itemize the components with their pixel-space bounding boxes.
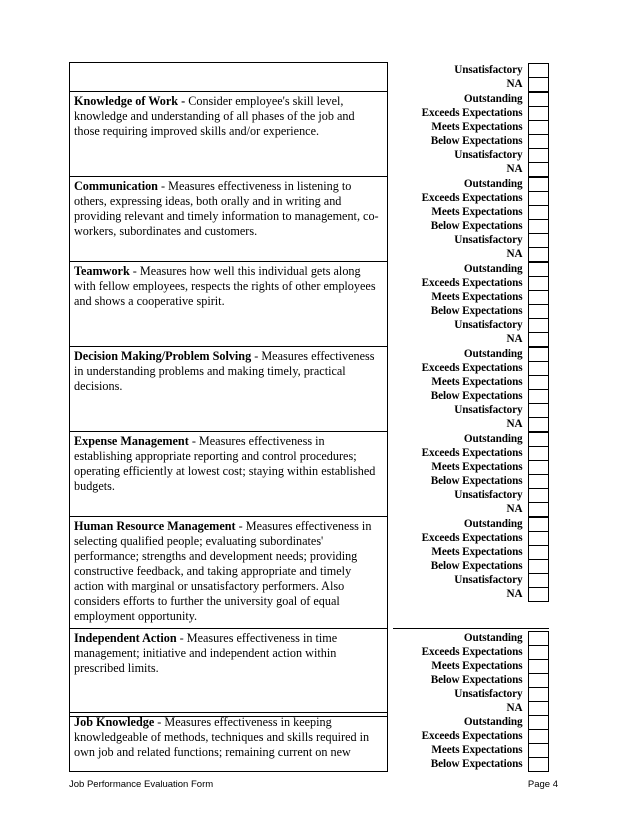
rating-list — [393, 92, 549, 177]
footer-page-number: Page 4 — [527, 779, 558, 790]
rating-checkbox[interactable] — [528, 177, 548, 191]
rating-checkbox[interactable] — [528, 191, 548, 205]
rating-checkbox[interactable] — [528, 63, 548, 77]
rating-checkbox[interactable] — [528, 233, 548, 247]
rating-list — [393, 347, 549, 432]
rating-checkbox[interactable] — [528, 361, 548, 375]
rating-label: Exceeds Expectations — [421, 106, 523, 119]
rating-checkbox[interactable] — [528, 219, 548, 233]
rating-checkbox[interactable] — [528, 276, 548, 290]
rating-label: NA — [506, 587, 523, 600]
rating-label: Unsatisfactory — [454, 573, 523, 586]
rating-checkbox[interactable] — [528, 403, 548, 417]
rating-checkbox[interactable] — [528, 332, 548, 346]
evaluation-table-continued — [69, 712, 549, 772]
section-knowledge-of-work — [70, 92, 549, 177]
section-expense-management — [70, 432, 549, 517]
rating-label: NA — [506, 417, 523, 430]
rating-label: Meets Expectations — [431, 290, 523, 303]
rating-label: Exceeds Expectations — [421, 361, 523, 374]
section-description — [70, 517, 388, 629]
rating-label: NA — [506, 247, 523, 260]
section-title: Decision Making/Problem Solving — [74, 349, 252, 363]
rating-checkbox[interactable] — [528, 674, 548, 688]
rating-list — [393, 715, 549, 772]
rating-checkbox[interactable] — [528, 474, 548, 488]
rating-label: Outstanding — [463, 92, 523, 105]
rating-checkbox[interactable] — [528, 517, 548, 531]
section-text: - Measures effectiveness in time management; initiative and independent action within prescribed limits. — [74, 631, 338, 675]
rating-label: Unsatisfactory — [454, 488, 523, 501]
rating-checkbox[interactable] — [528, 660, 548, 674]
rating-checkbox[interactable] — [528, 432, 548, 446]
rating-checkbox[interactable] — [528, 446, 548, 460]
rating-checkbox[interactable] — [528, 632, 548, 646]
rating-checkbox[interactable] — [528, 134, 548, 148]
section-description — [70, 629, 388, 717]
rating-label: Meets Expectations — [431, 205, 523, 218]
section-title: Teamwork — [74, 264, 130, 278]
rating-checkbox[interactable] — [528, 375, 548, 389]
section-description — [70, 177, 388, 262]
rating-checkbox[interactable] — [528, 417, 548, 431]
rating-label: Meets Expectations — [431, 660, 523, 672]
rating-label: Meets Expectations — [431, 120, 523, 133]
section-text: - Measures effectiveness in keeping knowledgeable of methods, techniques and skills required in own job and related functions; remaining current on new — [74, 715, 370, 759]
section-communication — [70, 177, 549, 262]
rating-label: NA — [506, 162, 523, 175]
rating-checkbox[interactable] — [528, 729, 548, 743]
footer-form-title: Job Performance Evaluation Form — [69, 779, 214, 790]
rating-checkbox[interactable] — [528, 318, 548, 332]
section-text: Consider employee's skill level, knowledge and understanding of all phases of the job and those requiring improved skills and/or experience. — [74, 94, 355, 138]
rating-checkbox[interactable] — [528, 743, 548, 757]
rating-checkbox[interactable] — [528, 77, 548, 91]
rating-label: Unsatisfactory — [454, 148, 523, 161]
section-human-resource-management — [70, 517, 549, 629]
rating-label: Unsatisfactory — [454, 233, 523, 246]
section-text: - Measures effectiveness in selecting qualified people; evaluating subordinates' performance; strengths and development needs; providing constructive feedback, and taking appropriate and timely action with marginal or unsatisfactory performers. Also considers efforts to further the university goal of equal employment opportunity. — [74, 519, 372, 623]
rating-label: Unsatisfactory — [454, 688, 523, 700]
rating-list — [393, 63, 549, 92]
rating-checkbox[interactable] — [528, 205, 548, 219]
section-title: Communication — [74, 179, 158, 193]
rating-label: Exceeds Expectations — [421, 191, 523, 204]
rating-label: Below Expectations — [430, 674, 523, 686]
rating-label: Exceeds Expectations — [421, 646, 523, 658]
rating-label: Outstanding — [463, 177, 523, 190]
rating-checkbox[interactable] — [528, 715, 548, 729]
rating-label: NA — [506, 77, 523, 90]
rating-label: Meets Expectations — [431, 545, 523, 558]
rating-checkbox[interactable] — [528, 247, 548, 261]
section-decision-making — [70, 347, 549, 432]
rating-checkbox[interactable] — [528, 646, 548, 660]
rating-label: Below Expectations — [430, 389, 523, 402]
rating-checkbox[interactable] — [528, 347, 548, 361]
rating-label: Exceeds Expectations — [421, 276, 523, 289]
section-independent-action — [70, 629, 549, 717]
rating-checkbox[interactable] — [528, 688, 548, 702]
rating-checkbox[interactable] — [528, 757, 548, 771]
rating-label: Unsatisfactory — [454, 403, 523, 416]
section-text: - Measures effectiveness in establishing appropriate reporting and control procedures; operating efficiently at lowest cost; staying within established budgets. — [74, 434, 376, 493]
rating-list — [393, 262, 549, 347]
rating-checkbox[interactable] — [528, 531, 548, 545]
rating-label: Below Expectations — [430, 757, 523, 770]
section-text: - Measures effectiveness in understanding problems and making timely, practical decisions. — [74, 349, 375, 393]
rating-label: NA — [506, 332, 523, 345]
rating-list — [393, 432, 549, 517]
rating-checkbox[interactable] — [528, 545, 548, 559]
rating-checkbox[interactable] — [528, 290, 548, 304]
rating-checkbox[interactable] — [528, 120, 548, 134]
rating-label: Meets Expectations — [431, 743, 523, 756]
rating-label: Outstanding — [463, 262, 523, 275]
rating-checkbox[interactable] — [528, 502, 548, 516]
section-description — [70, 432, 388, 517]
rating-list — [393, 517, 549, 602]
section-teamwork — [70, 262, 549, 347]
evaluation-table — [69, 62, 549, 717]
rating-list — [393, 177, 549, 262]
section-title: Expense Management — [74, 434, 189, 448]
rating-label: Outstanding — [463, 715, 523, 728]
section-text: - Measures how well this individual gets along with fellow employees, respects the rights of other employees and shows a cooperative spirit. — [74, 264, 376, 308]
section-title: Human Resource Management — [74, 519, 236, 533]
section-title: Knowledge of Work - — [74, 94, 189, 108]
rating-label: Below Expectations — [430, 219, 523, 232]
section-title: Job Knowledge — [74, 715, 155, 729]
rating-checkbox[interactable] — [528, 148, 548, 162]
rating-label: Below Expectations — [430, 134, 523, 147]
rating-label: Outstanding — [463, 432, 523, 445]
rating-label: Exceeds Expectations — [421, 531, 523, 544]
rating-checkbox[interactable] — [528, 389, 548, 403]
section-description — [70, 713, 388, 772]
rating-label: Outstanding — [463, 347, 523, 360]
rating-checkbox[interactable] — [528, 559, 548, 573]
rating-list — [393, 631, 549, 716]
rating-label: NA — [506, 502, 523, 515]
rating-checkbox[interactable] — [528, 573, 548, 587]
section-title: Independent Action — [74, 631, 177, 645]
rating-label: Meets Expectations — [431, 375, 523, 388]
rating-checkbox[interactable] — [528, 304, 548, 318]
rating-checkbox[interactable] — [528, 587, 548, 601]
rating-label: Below Expectations — [430, 559, 523, 572]
rating-checkbox[interactable] — [528, 488, 548, 502]
rating-checkbox[interactable] — [528, 460, 548, 474]
section-job-knowledge — [70, 713, 549, 772]
section-text: - Measures effectiveness in listening to others, expressing ideas, both orally and in writing and providing relevant and timely information to management, co-workers, subordinates and customers. — [74, 179, 379, 238]
section-description — [70, 347, 388, 432]
rating-checkbox[interactable] — [528, 262, 548, 276]
top-rating-row — [70, 63, 549, 92]
rating-label: Exceeds Expectations — [421, 446, 523, 459]
rating-checkbox[interactable] — [528, 106, 548, 120]
rating-label: Unsatisfactory — [454, 63, 523, 76]
rating-checkbox[interactable] — [528, 92, 548, 106]
rating-label: Exceeds Expectations — [421, 729, 523, 742]
rating-label: Outstanding — [463, 517, 523, 530]
empty-header-cell — [70, 63, 388, 92]
rating-label: Unsatisfactory — [454, 318, 523, 331]
rating-label: Below Expectations — [430, 474, 523, 487]
section-description — [70, 92, 388, 177]
rating-label: Meets Expectations — [431, 460, 523, 473]
section-description — [70, 262, 388, 347]
rating-label: NA — [506, 702, 523, 714]
rating-checkbox[interactable] — [528, 162, 548, 176]
rating-label: Outstanding — [463, 632, 523, 644]
rating-label: Below Expectations — [430, 304, 523, 317]
